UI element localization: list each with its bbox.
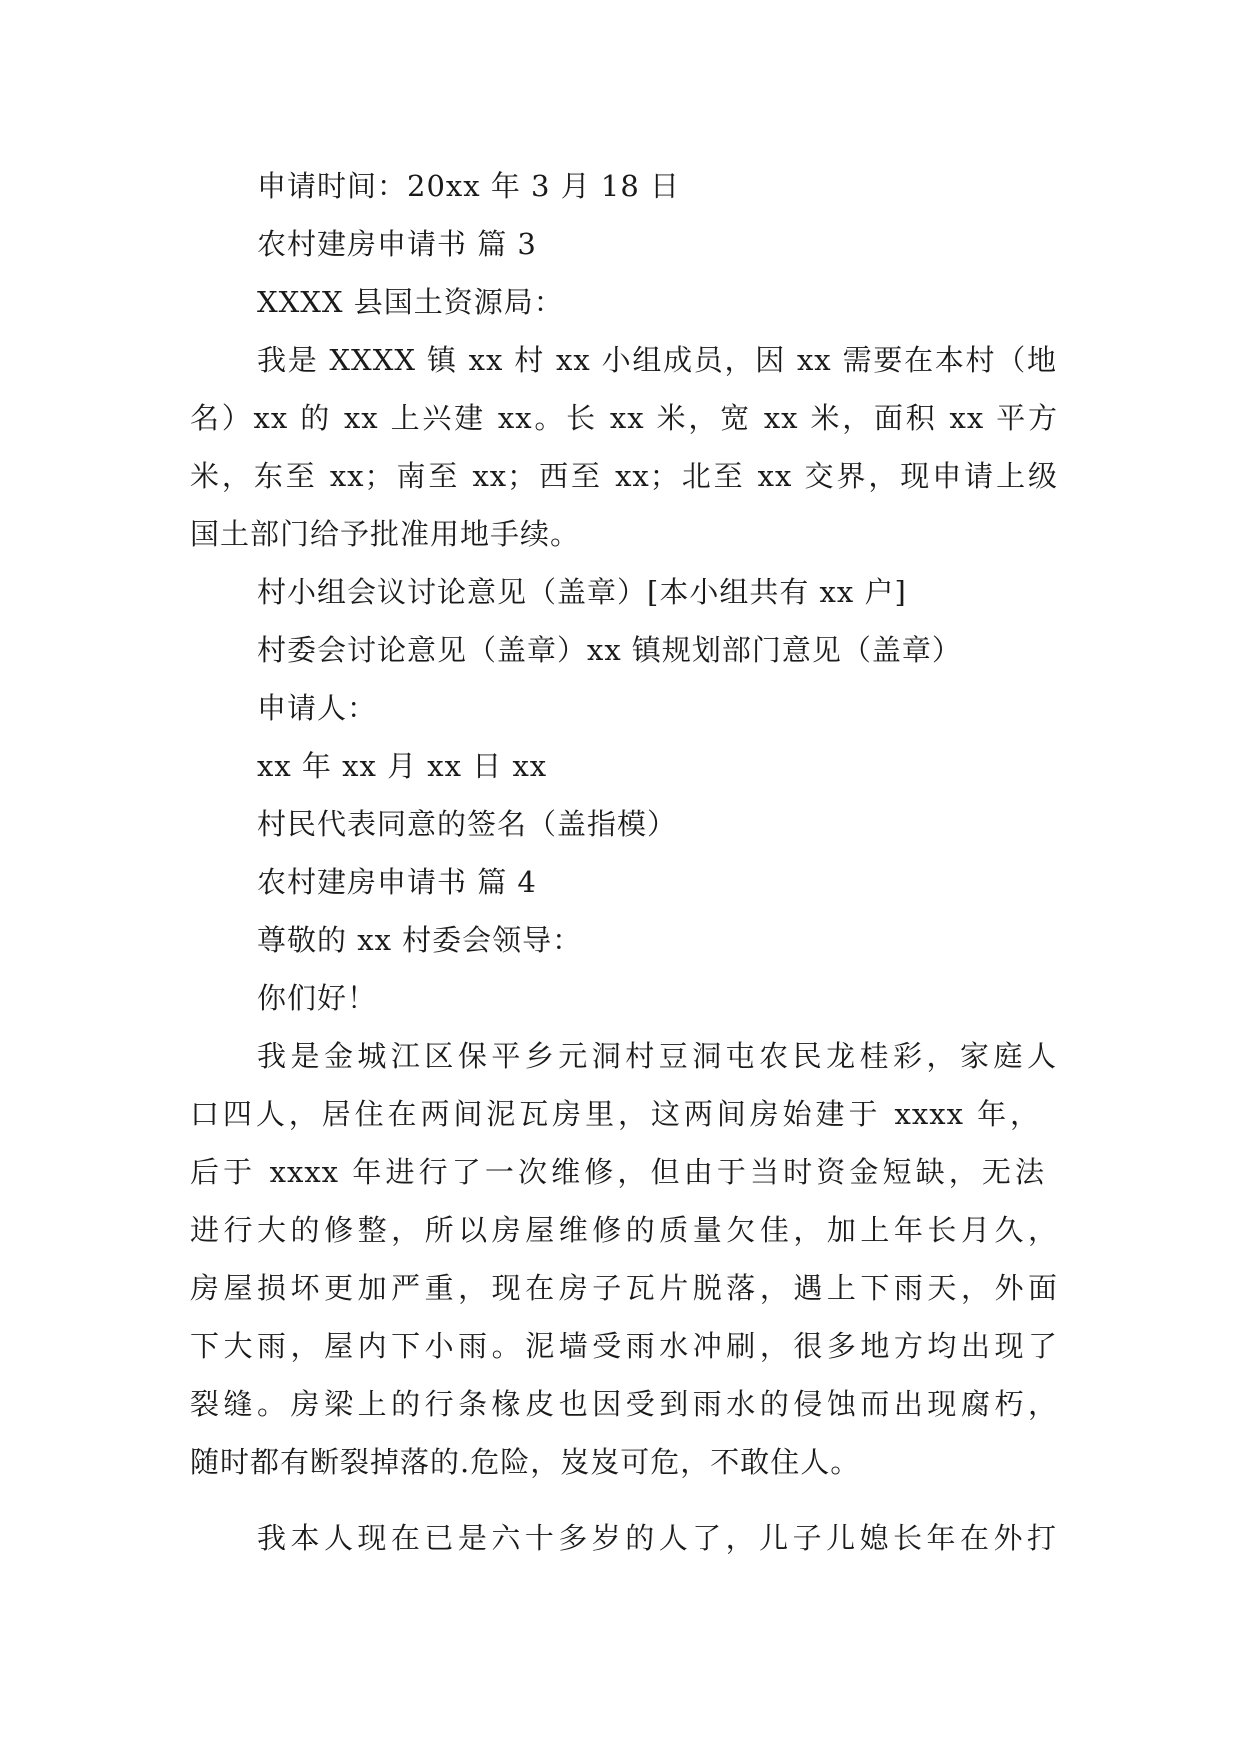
section-heading-4: 农村建房申请书 篇 4 <box>257 865 537 899</box>
paragraph-line: 下大雨，屋内下小雨。泥墙受雨水冲刷，很多地方均出现了 <box>190 1329 1058 1363</box>
paragraph-line: 名）xx 的 xx 上兴建 xx。长 xx 米，宽 xx 米，面积 xx 平方 <box>190 401 1058 435</box>
paragraph-line: 进行大的修整，所以房屋维修的质量欠佳，加上年长月久， <box>190 1213 1058 1247</box>
paragraph-line: 裂缝。房梁上的行条椽皮也因受到雨水的侵蚀而出现腐朽， <box>190 1387 1058 1421</box>
representative-signature: 村民代表同意的签名（盖指模） <box>257 807 678 841</box>
paragraph-line: 房屋损坏更加严重，现在房子瓦片脱落，遇上下雨天，外面 <box>190 1271 1058 1305</box>
application-date: 申请时间：20xx 年 3 月 18 日 <box>257 169 681 203</box>
section-heading-3: 农村建房申请书 篇 3 <box>257 227 537 261</box>
committee-opinion: 村委会讨论意见（盖章）xx 镇规划部门意见（盖章） <box>257 633 962 667</box>
paragraph-line: 后于 xxxx 年进行了一次维修，但由于当时资金短缺，无法 <box>190 1155 1045 1189</box>
greeting: 你们好！ <box>257 981 378 1015</box>
paragraph-line: 口四人，居住在两间泥瓦房里，这两间房始建于 xxxx 年， <box>190 1097 1040 1131</box>
paragraph-line: 我是金城江区保平乡元洞村豆洞屯农民龙桂彩，家庭人 <box>257 1039 1057 1073</box>
paragraph-line: 我是 XXXX 镇 xx 村 xx 小组成员，因 xx 需要在本村（地 <box>257 343 1057 377</box>
addressee: XXXX 县国土资源局： <box>257 285 564 319</box>
paragraph-line: 国土部门给予批准用地手续。 <box>190 517 581 551</box>
paragraph-line: 我本人现在已是六十多岁的人了，儿子儿媳长年在外打 <box>257 1521 1057 1555</box>
salutation: 尊敬的 xx 村委会领导： <box>257 923 583 957</box>
signature-date: xx 年 xx 月 xx 日 xx <box>257 749 548 783</box>
paragraph-line: 随时都有断裂掉落的.危险，岌岌可危，不敢住人。 <box>190 1445 861 1479</box>
paragraph-line: 米，东至 xx；南至 xx；西至 xx；北至 xx 交界，现申请上级 <box>190 459 1058 493</box>
village-group-opinion: 村小组会议讨论意见（盖章）[本小组共有 xx 户] <box>257 575 907 609</box>
applicant-label: 申请人： <box>257 691 378 725</box>
